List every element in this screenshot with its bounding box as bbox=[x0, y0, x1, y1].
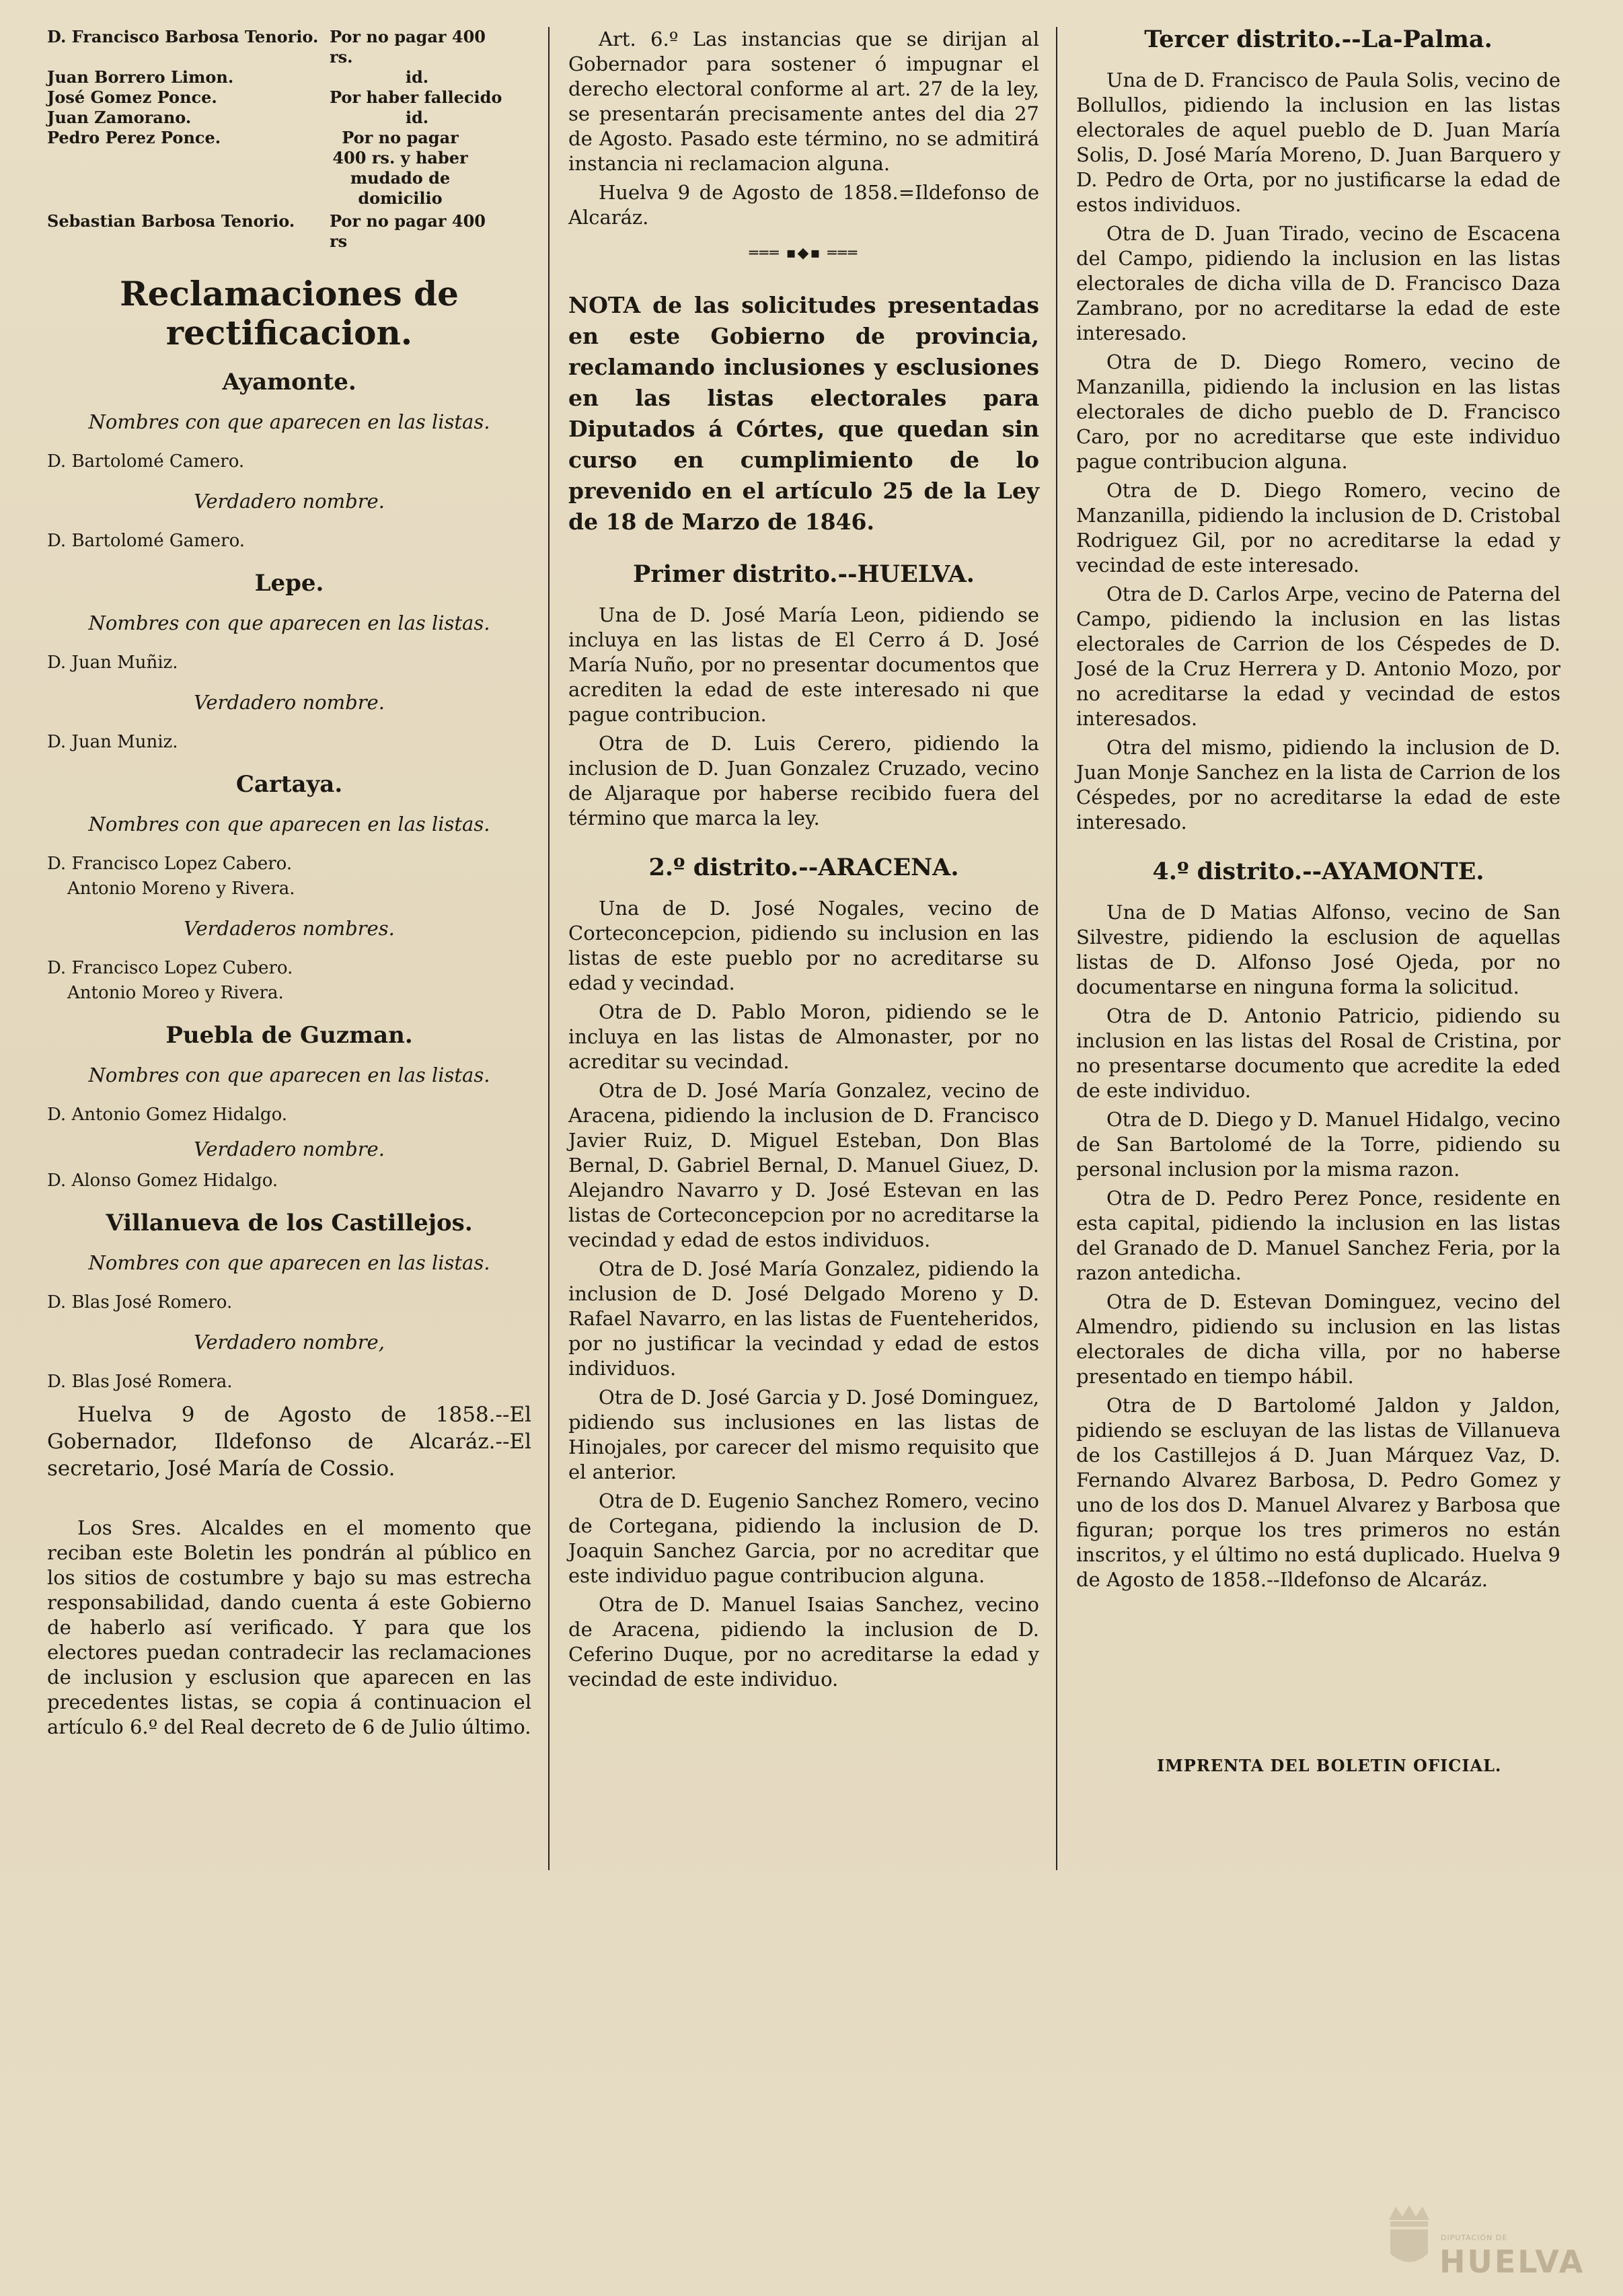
request-paragraph: Otra del mismo, pidiendo la inclusion de D. Juan Monje Sanchez en la lista de Carrion de los Céspedes, por no acreditarse la edad de este interesado. bbox=[1076, 736, 1560, 834]
request-paragraph: Otra de D. Diego y D. Manuel Hidalgo, vecino de San Bartolomé de la Torre, pidiendo su personal inclusion por la misma razon. bbox=[1076, 1108, 1560, 1181]
true-name: D. Bartolomé Gamero. bbox=[47, 531, 246, 551]
notice-paragraph: Los Sres. Alcaldes en el momento que reciban este Boletin les pondrán al público en los sitios de costumbre y bajo su mas estrecha responsabilidad, dando cuenta á este Gobierno de haberlo así verificado. Y para que los electores puedan contradecir las reclamaciones de inclusion y esclusion que aparecen en las precedentes listas, se copia á continuacion el artículo 6.º del Real decreto de 6 de Julio último. bbox=[47, 1516, 531, 1738]
request-paragraph: Otra de D. José María Gonzalez, vecino de Aracena, pidiendo la inclusion de D. Francisco Javier Ruiz, D. Miguel Esteban, Don Blas Bernal, D. Gabriel Bernal, D. Manuel Giuez, D. Alejandro Navarro y D. José Estevan en las listas de Corteconcepcion por no acreditarse la vecindad y edad de estos individuos. bbox=[568, 1079, 1039, 1251]
label-true-name: Verdadero nombre, bbox=[194, 1331, 385, 1354]
request-paragraph: Otra de D. Pedro Perez Ponce, residente en esta capital, pidiendo la inclusion en las listas del Granado de D. Manuel Sanchez Feria, por la razon antedicha. bbox=[1076, 1187, 1560, 1284]
list-item bbox=[47, 128, 531, 209]
label-true-name: Verdaderos nombres. bbox=[184, 917, 395, 940]
column-1 bbox=[47, 27, 531, 1744]
printer-imprint: IMPRENTA DEL BOLETIN OFICIAL. bbox=[1157, 1756, 1502, 1775]
listed-name: Antonio Moreno y Rivera. bbox=[67, 879, 295, 899]
request-paragraph: Una de D. José María Leon, pidiendo se incluya en las listas de El Cerro á D. José María Nuño, por no presentar documentos que acrediten la edad de este interesado ni que pague contribucion. bbox=[568, 603, 1039, 726]
request-paragraph: Otra de D. Juan Tirado, vecino de Escacena del Campo, pidiendo la inclusion en las listas electorales de dicha villa de D. Francisco Daza Zambrano, por no acreditarse la edad de este interesado. bbox=[1076, 222, 1560, 344]
list-name: D. Francisco Barbosa Tenorio. bbox=[47, 27, 319, 46]
list-name: Juan Zamorano. bbox=[47, 108, 192, 127]
label-listed-names: Nombres con que aparecen en las listas. bbox=[88, 1064, 490, 1086]
request-paragraph: Otra de D. José María Gonzalez, pidiendo la inclusion de D. José Delgado Moreno y D. Rafael Navarro, en las listas de Fuenteheridos, por no justificar la vecindad y edad de estos individuos. bbox=[568, 1257, 1039, 1380]
list-reason: Por no pagar 400 rs bbox=[330, 211, 486, 251]
label-listed-names: Nombres con que aparecen en las listas. bbox=[88, 1251, 490, 1274]
listed-name: D. Francisco Lopez Cabero. bbox=[47, 854, 293, 874]
listed-name: D. Bartolomé Camero. bbox=[47, 451, 245, 472]
watermark-text: HUELVA bbox=[1439, 2244, 1585, 2280]
request-paragraph: Una de D. José Nogales, vecino de Corteconcepcion, pidiendo su inclusion en las listas de este pueblo por no acreditarse su edad y vecindad. bbox=[568, 897, 1039, 994]
request-paragraph: Otra de D. Carlos Arpe, vecino de Paterna del Campo, pidiendo la inclusion en las listas electorales de Carrion de los Céspedes de D. José de la Cruz Herrera y D. Antonio Mozo, por no acreditarse la edad y vecindad de estos interesados. bbox=[1076, 583, 1560, 730]
request-paragraph: Otra de D. Diego Romero, vecino de Manzanilla, pidiendo la inclusion de D. Cristobal Rodriguez Gil, por no acreditarse la edad y vecindad de este interesado. bbox=[1076, 479, 1560, 577]
exclusion-list bbox=[47, 27, 531, 252]
town-heading: Puebla de Guzman. bbox=[165, 1022, 413, 1049]
list-name: Sebastian Barbosa Tenorio. bbox=[47, 211, 295, 231]
listed-name: D. Juan Muñiz. bbox=[47, 653, 178, 673]
request-paragraph: Otra de D. Antonio Patricio, pidiendo su inclusion en las listas del Rosal de Cristina, por no presentarse documento que acredite la eded de este individuo. bbox=[1076, 1004, 1560, 1102]
listed-name: D. Antonio Gomez Hidalgo. bbox=[47, 1105, 288, 1125]
section-title: Reclamaciones de rectificacion. bbox=[120, 274, 459, 353]
column-2 bbox=[568, 27, 1039, 1696]
request-paragraph: Otra de D. Manuel Isaias Sanchez, vecino de Aracena, pidiendo la inclusion de D. Ceferino Duque, por no acreditarse la edad y vecindad de este individuo. bbox=[568, 1593, 1039, 1691]
label-listed-names: Nombres con que aparecen en las listas. bbox=[88, 410, 490, 433]
true-name: D. Blas José Romera. bbox=[47, 1372, 233, 1392]
label-true-name: Verdadero nombre. bbox=[194, 490, 385, 513]
true-name: Antonio Moreo y Rivera. bbox=[67, 983, 284, 1003]
column-divider bbox=[548, 27, 550, 1870]
list-item bbox=[47, 108, 531, 128]
label-true-name: Verdadero nombre. bbox=[194, 1138, 385, 1160]
article-6-signature: Huelva 9 de Agosto de 1858.=Ildefonso de Alcaráz. bbox=[568, 181, 1039, 229]
list-item bbox=[47, 27, 531, 67]
district-heading: Tercer distrito.--La-Palma. bbox=[1144, 26, 1493, 53]
list-item bbox=[47, 211, 531, 252]
request-paragraph: Otra de D. Estevan Dominguez, vecino del Almendro, pidiendo su inclusion en las listas electorales de dicha villa, por no haberse presentado en tiempo hábil. bbox=[1076, 1290, 1560, 1388]
district-heading: 2.º distrito.--ARACENA. bbox=[648, 854, 959, 881]
request-paragraph: Una de D Matias Alfonso, vecino de San Silvestre, pidiendo la esclusion de aquellas listas de D. Alfonso José Ojeda, por no documentarse en ninguna forma la solicitud. bbox=[1076, 901, 1560, 998]
true-name: D. Alonso Gomez Hidalgo. bbox=[47, 1171, 278, 1191]
list-item bbox=[47, 67, 531, 87]
closing-signature: Huelva 9 de Agosto de 1858.--El Gobernador, Ildefonso de Alcaráz.--El secretario, José María de Cossio. bbox=[47, 1403, 531, 1481]
request-paragraph: Otra de D. Pablo Moron, pidiendo se le incluya en las listas de Almonaster, por no acreditar su vecindad. bbox=[568, 1000, 1039, 1073]
label-listed-names: Nombres con que aparecen en las listas. bbox=[88, 813, 490, 836]
request-paragraph: Otra de D. Diego Romero, vecino de Manzanilla, pidiendo la inclusion en las listas electorales de dicho pueblo de D. Francisco Caro, por no acreditarse que este individuo pague contribucion alguna. bbox=[1076, 350, 1560, 473]
district-heading: 4.º distrito.--AYAMONTE. bbox=[1152, 858, 1484, 885]
list-reason: id. bbox=[405, 108, 429, 127]
request-paragraph: Otra de D. Eugenio Sanchez Romero, vecino de Cortegana, pidiendo la inclusion de D. Joaquin Sanchez Garcia, por no acreditar que este individuo pague contribucion alguna. bbox=[568, 1489, 1039, 1587]
list-reason: Por no pagar 400 rs. bbox=[330, 27, 486, 67]
town-heading: Ayamonte. bbox=[222, 369, 356, 396]
ornament-divider: ═══ ▪◆▪ ═══ bbox=[749, 245, 859, 262]
list-reason: Por no pagar 400 rs. y haber mudado de domicilio bbox=[332, 128, 468, 208]
town-heading: Villanueva de los Castillejos. bbox=[106, 1210, 473, 1236]
nota-heading: NOTA de las solicitudes presentadas en este Gobierno de provincia, reclamando inclusiones y esclusiones en las listas electorales para Diputados á Córtes, que quedan sin curso en cumplimiento de lo prevenido en el artículo 25 de la Ley de 18 de Marzo de 1846. bbox=[568, 292, 1039, 535]
request-paragraph: Otra de D. Luis Cerero, pidiendo la inclusion de D. Juan Gonzalez Cruzado, vecino de Aljaraque por haberse recibido fuera del término que marca la ley. bbox=[568, 732, 1039, 829]
listed-name: D. Blas José Romero. bbox=[47, 1292, 233, 1312]
column-divider bbox=[1056, 27, 1057, 1870]
town-heading: Cartaya. bbox=[235, 771, 343, 798]
true-name: D. Francisco Lopez Cubero. bbox=[47, 958, 293, 978]
list-reason: Por haber fallecido bbox=[330, 87, 502, 107]
request-paragraph: Una de D. Francisco de Paula Solis, vecino de Bollullos, pidiendo la inclusion en las listas electorales de aquel pueblo de D. Juan María Solis, D. José María Moreno, D. Juan Barquero y D. Pedro de Orta, por no justificarse la edad de estos individuos. bbox=[1076, 69, 1560, 216]
request-paragraph: Otra de D Bartolomé Jaldon y Jaldon, pidiendo se escluyan de las listas de Villanueva de los Castillejos á D. Juan Márquez Vaz, D. Fernando Alvarez Barbosa, D. Pedro Gomez y uno de los dos D. Manuel Alvarez y Barbosa que figuran; porque los tres primeros no están inscritos, y el último no está duplicado. Huelva 9 de Agosto de 1858.--Ildefonso de Alcaráz. bbox=[1076, 1394, 1560, 1591]
column-3 bbox=[1076, 27, 1560, 1596]
list-item bbox=[47, 87, 531, 108]
label-true-name: Verdadero nombre. bbox=[194, 691, 385, 714]
list-reason: id. bbox=[405, 67, 429, 87]
district-heading: Primer distrito.--HUELVA. bbox=[633, 560, 975, 588]
label-listed-names: Nombres con que aparecen en las listas. bbox=[88, 612, 490, 634]
list-name: Pedro Perez Ponce. bbox=[47, 128, 221, 147]
list-name: José Gomez Ponce. bbox=[47, 87, 217, 107]
request-paragraph: Otra de D. José Garcia y D. José Dominguez, pidiendo sus inclusiones en las listas de Hinojales, por carecer del mismo requisito que el anterior. bbox=[568, 1386, 1039, 1483]
watermark-subtitle: DIPUTACIÓN DE bbox=[1441, 2233, 1508, 2242]
list-name: Juan Borrero Limon. bbox=[47, 67, 234, 87]
article-6: Art. 6.º Las instancias que se dirijan al Gobernador para sostener ó impugnar el derecho electoral conforme al art. 27 de la ley, se presentarán precisamente antes del dia 27 de Agosto. Pasado este término, no se admitirá instancia ni reclamacion alguna. bbox=[568, 28, 1039, 175]
town-heading: Lepe. bbox=[254, 570, 324, 597]
true-name: D. Juan Muniz. bbox=[47, 732, 178, 752]
